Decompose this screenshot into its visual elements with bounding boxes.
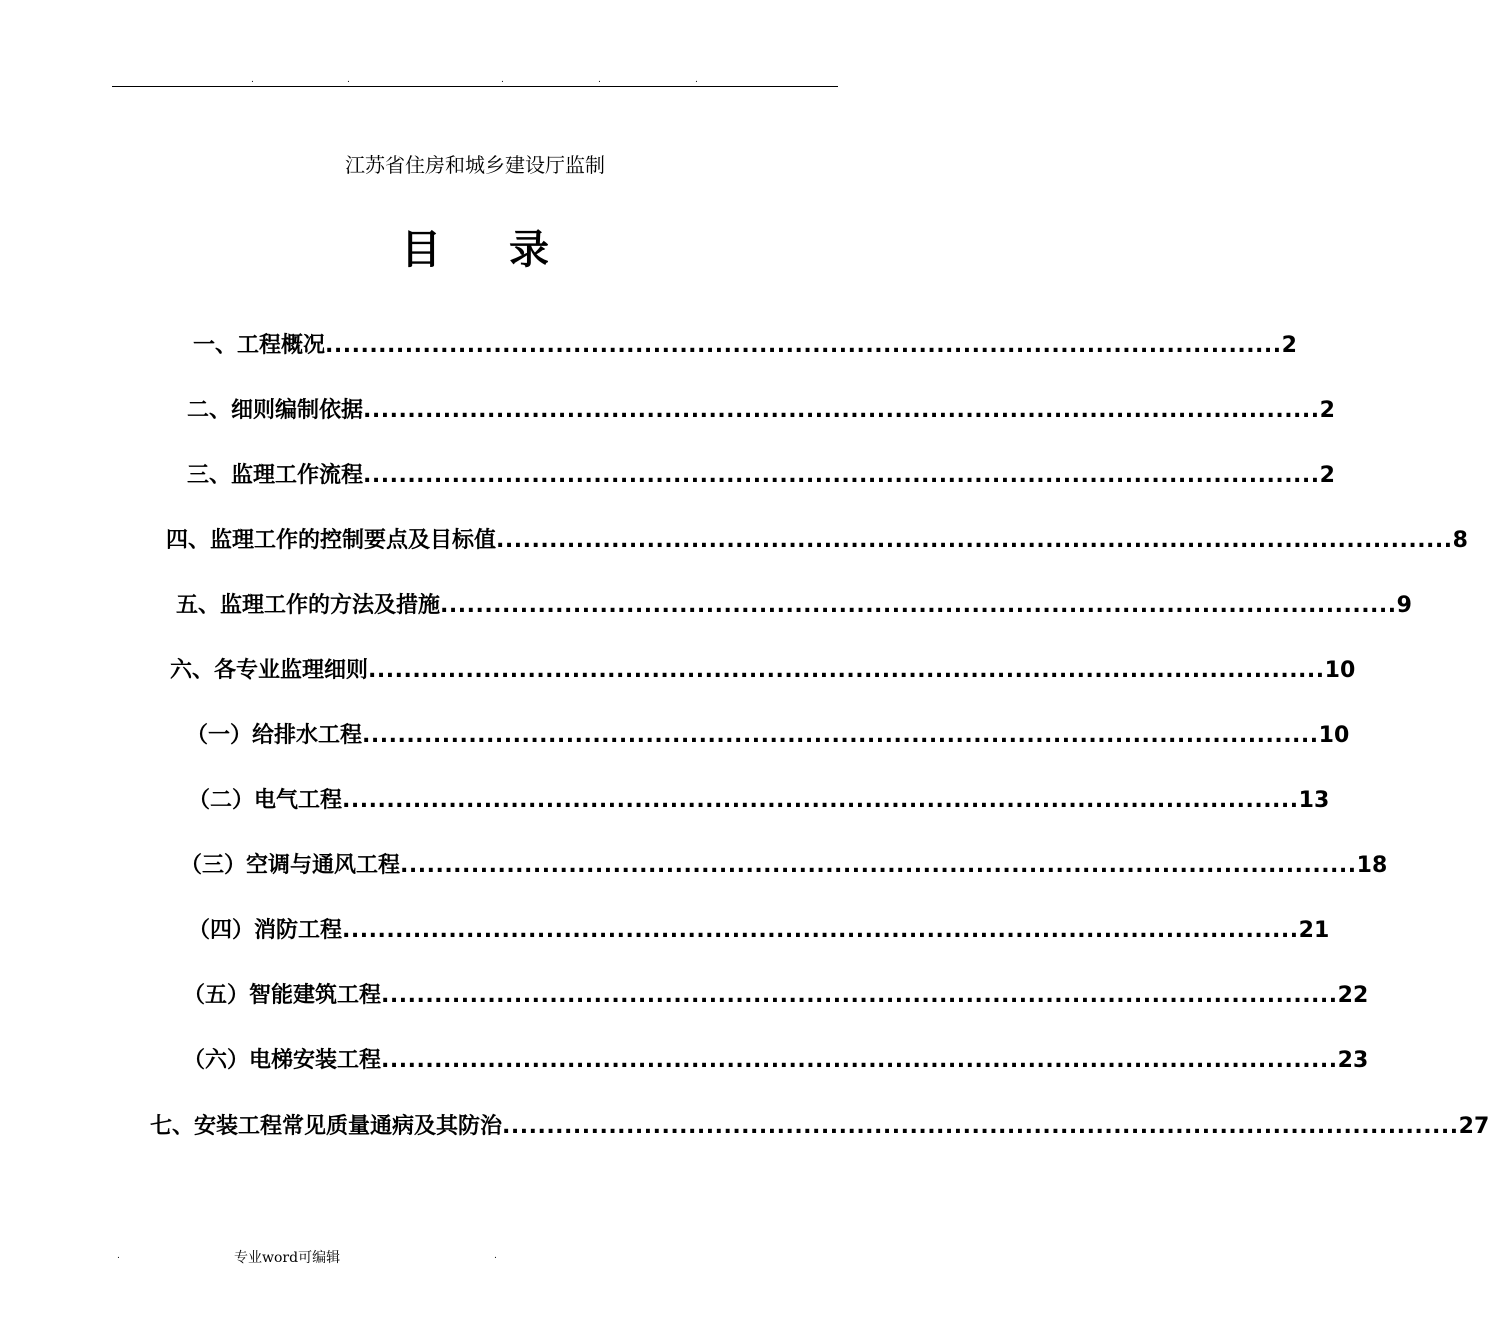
toc-entry[interactable] [187,395,1335,427]
toc-entry[interactable] [188,785,1330,817]
toc-entry-number: 一、 [193,333,238,358]
footer-text: 专业word可编辑 [234,1250,341,1266]
toc-entry-label: 工程概况 [237,333,326,358]
toc-entry-page: 2 [1319,398,1335,423]
toc-entry[interactable] [183,1045,1369,1077]
toc-entry-label: 消防工程 [254,918,343,943]
header-dot: . [598,75,601,85]
toc-entry[interactable] [188,915,1330,947]
toc-entry-number: （二） [188,788,255,813]
header-dot: . [251,75,254,85]
toc-leader-dots: ............................................................................................................ [363,463,1320,488]
toc-entry-page: 10 [1324,658,1356,683]
toc-entry-page: 10 [1318,723,1350,748]
toc-entry-label: 给排水工程 [252,723,363,748]
toc-leader-dots: ............................................................................................................ [381,1048,1338,1073]
toc-leader-dots: ............................................................................................................ [325,333,1282,358]
toc-leader-dots: ............................................................................................................ [362,723,1319,748]
toc-entry-page: 21 [1298,918,1330,943]
document-subtitle: 江苏省住房和城乡建设厅监制 [345,153,605,177]
toc-leader-dots: ............................................................................................................ [381,983,1338,1008]
toc-entry-number: 六、 [170,658,215,683]
toc-entry[interactable] [187,460,1335,492]
toc-entry-label: 监理工作流程 [231,463,364,488]
toc-entry-number: （一） [186,723,253,748]
toc-entry-number: （五） [183,983,250,1008]
toc-entry[interactable] [180,850,1388,882]
toc-entry-page: 27 [1458,1114,1489,1139]
toc-leader-dots: ............................................................................................................ [440,593,1397,618]
toc-entry-number: 五、 [176,593,221,618]
toc-entry-page: 8 [1452,528,1468,553]
toc-entry-label: 各专业监理细则 [214,658,369,683]
header-dot: . [347,75,350,85]
toc-leader-dots: ............................................................................................................ [400,853,1357,878]
toc-title: 目录 [401,227,617,273]
toc-entry[interactable] [150,1111,1489,1143]
toc-entry-number: 四、 [166,528,211,553]
toc-leader-dots: ............................................................................................................ [342,918,1299,943]
toc-leader-dots: ............................................................................................................ [363,398,1320,423]
toc-entry-label: 监理工作的控制要点及目标值 [210,528,497,553]
toc-leader-dots: ............................................................................................................ [502,1114,1459,1139]
header-dot: . [501,75,504,85]
toc-entry-number: （四） [188,918,255,943]
toc-entry[interactable] [170,655,1356,687]
toc-entry-page: 23 [1337,1048,1369,1073]
toc-leader-dots: ............................................................................................................ [496,528,1453,553]
toc-entry-label: 智能建筑工程 [249,983,382,1008]
toc-entry[interactable] [176,590,1412,622]
toc-entry-page: 22 [1337,983,1369,1008]
footer-dot: . [117,1251,120,1261]
toc-entry[interactable] [166,525,1468,557]
toc-entry[interactable] [193,330,1297,362]
toc-entry-page: 13 [1298,788,1330,813]
toc-entry[interactable] [183,980,1369,1012]
toc-entry-label: 安装工程常见质量通病及其防治 [194,1114,503,1139]
toc-entry-number: 七、 [150,1114,195,1139]
toc-entry-page: 2 [1281,333,1297,358]
toc-leader-dots: ............................................................................................................ [368,658,1325,683]
toc-entry-page: 9 [1396,593,1412,618]
toc-leader-dots: ............................................................................................................ [342,788,1299,813]
header-rule [112,86,838,87]
toc-entry-page: 18 [1356,853,1388,878]
footer-dot: . [494,1251,497,1261]
toc-entry-label: 监理工作的方法及措施 [220,593,441,618]
header-dot: . [695,75,698,85]
toc-entry-number: （六） [183,1048,250,1073]
toc-entry[interactable] [186,720,1350,752]
toc-entry-number: 二、 [187,398,232,423]
toc-entry-label: 电气工程 [254,788,343,813]
toc-entry-label: 空调与通风工程 [246,853,401,878]
toc-entry-number: 三、 [187,463,232,488]
toc-entry-label: 电梯安装工程 [249,1048,382,1073]
toc-entry-page: 2 [1319,463,1335,488]
toc-entry-label: 细则编制依据 [231,398,364,423]
toc-entry-number: （三） [180,853,247,878]
